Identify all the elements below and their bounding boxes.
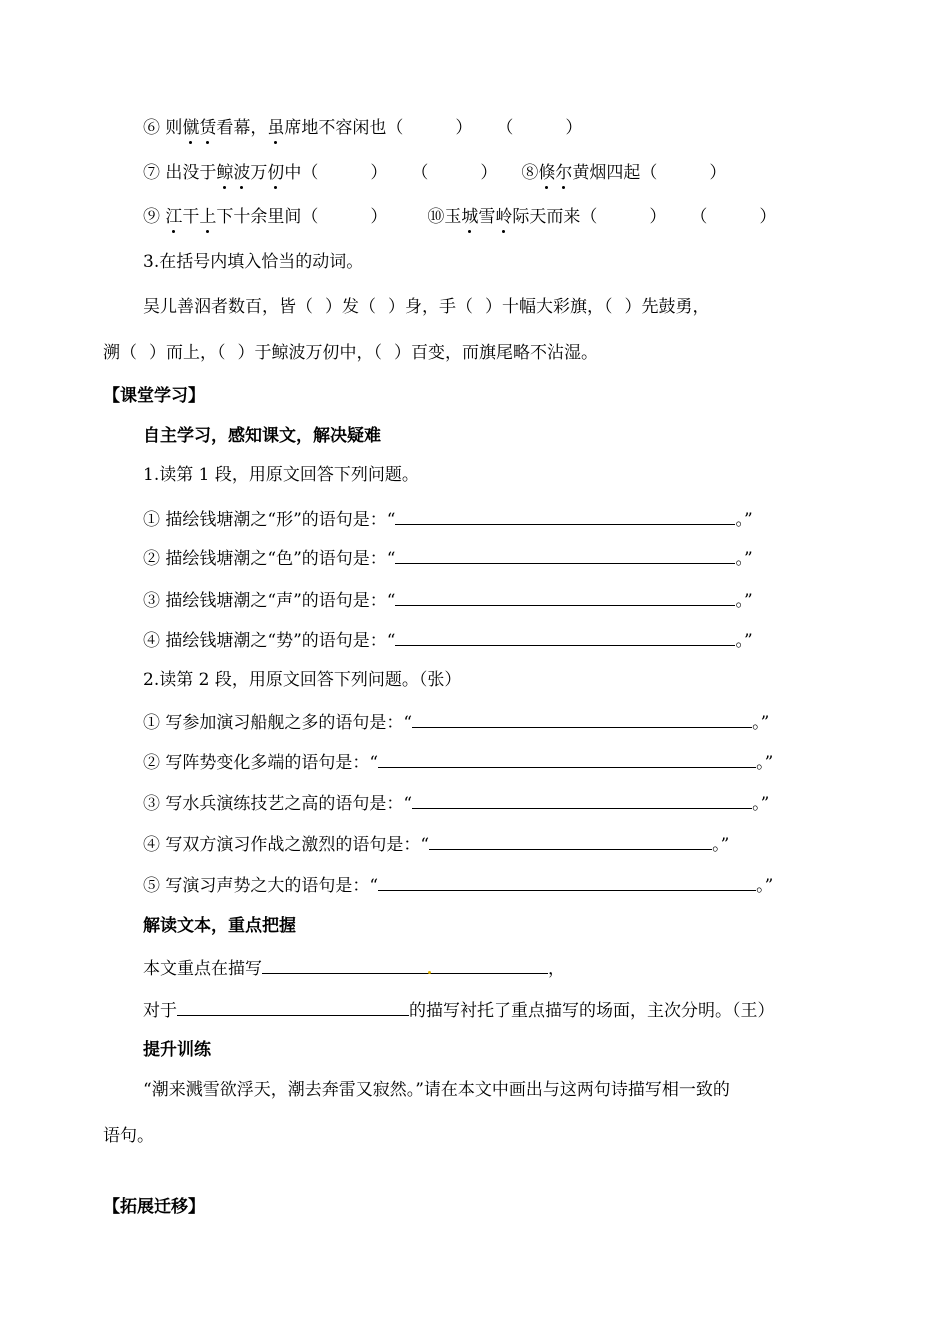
answer-blank[interactable]: [412, 790, 752, 809]
vocab-item-8: ⑧倏尔黄烟四起（ ）: [521, 163, 727, 183]
verb-paragraph-line1: 吴儿善泅者数百，皆（ ）发（ ）身，手（ ）十幅大彩旗，（ ）先鼓勇，: [143, 297, 710, 317]
question-1-item: ② 描绘钱塘潮之“色”的语句是：“ 。”: [143, 545, 753, 571]
answer-blank[interactable]: [412, 709, 752, 728]
question-1-item: ③ 描绘钱塘潮之“声”的语句是：“ 。”: [143, 587, 753, 613]
question-2-item: ① 写参加演习船舰之多的语句是：“ 。”: [143, 709, 769, 735]
answer-blank[interactable]: [395, 627, 735, 646]
answer-blank[interactable]: [177, 997, 409, 1016]
answer-paren[interactable]: （ ）: [690, 207, 777, 227]
answer-paren[interactable]: （ ）: [580, 207, 667, 227]
vocab-item-9: ⑨ 江干上下十余里间（ ） ⑩玉城雪岭际天而来（ ） （ ）: [143, 207, 777, 227]
verb-blank[interactable]: （ ）: [217, 343, 255, 363]
question-2-title: 2.读第 2 段，用原文回答下列问题。（张）: [143, 670, 462, 690]
vocab-item-10: ⑩玉城雪岭际天而来（ ） （ ）: [427, 207, 777, 227]
answer-blank[interactable]: [378, 749, 756, 768]
contrast-line: 对于 的描写衬托了重点描写的场面，主次分明。（王）: [143, 997, 775, 1023]
question-1-item: ④ 描绘钱塘潮之“势”的语句是：“ 。”: [143, 627, 753, 653]
answer-blank[interactable]: [429, 831, 712, 850]
verb-blank[interactable]: （ ）: [373, 343, 411, 363]
subsection-title-focus: 解读文本，重点把握: [143, 916, 296, 936]
training-text-line1: “潮来溅雪欲浮天，潮去奔雷又寂然。”请在本文中画出与这两句诗描写相一致的: [143, 1080, 730, 1100]
answer-paren[interactable]: （ ）: [496, 118, 583, 138]
verb-blank[interactable]: （ ）: [604, 297, 642, 317]
question-2-item: ② 写阵势变化多端的语句是：“ 。”: [143, 749, 773, 775]
answer-blank[interactable]: [262, 955, 548, 974]
verb-blank[interactable]: （ ）: [120, 343, 166, 363]
vocab-item-7: ⑦ 出没于鲸波万仞中（ ） （ ） ⑧倏尔黄烟四起（ ）: [143, 163, 727, 183]
vocab-item-6: ⑥ 则僦赁看幕，虽席地不容闲也（ ） （ ）: [143, 118, 583, 138]
training-text-line2: 语句。: [103, 1126, 154, 1146]
question-2-item: ⑤ 写演习声势之大的语句是：“ 。”: [143, 872, 773, 898]
answer-paren[interactable]: （ ）: [301, 207, 388, 227]
answer-blank[interactable]: [395, 545, 735, 564]
verb-blank[interactable]: （ ）: [296, 297, 342, 317]
section-title-extension: 【拓展迁移】: [103, 1197, 205, 1217]
question-2-item: ④ 写双方演习作战之激烈的语句是：“ 。”: [143, 831, 729, 857]
question-1-title: 1.读第 1 段，用原文回答下列问题。: [143, 465, 419, 485]
answer-blank[interactable]: [395, 587, 735, 606]
answer-paren[interactable]: （ ）: [411, 163, 498, 183]
answer-blank[interactable]: [378, 872, 756, 891]
focus-line: 本文重点在描写 ，: [143, 955, 565, 981]
verb-paragraph-line2: 溯（ ）而上，（ ）于鲸波万仞中，（ ）百变，而旗尾略不沾湿。: [103, 343, 598, 363]
marker-dot: [428, 971, 431, 974]
verb-question-heading: 3.在括号内填入恰当的动词。: [143, 252, 364, 272]
verb-blank[interactable]: （ ）: [456, 297, 502, 317]
question-1-item: ① 描绘钱塘潮之“形”的语句是：“ 。”: [143, 506, 753, 532]
answer-paren[interactable]: （ ）: [301, 163, 388, 183]
answer-paren[interactable]: （ ）: [640, 163, 727, 183]
subsection-title-self-study: 自主学习，感知课文，解决疑难: [143, 426, 381, 446]
verb-blank[interactable]: （ ）: [359, 297, 405, 317]
subsection-title-training: 提升训练: [143, 1040, 211, 1060]
question-2-item: ③ 写水兵演练技艺之高的语句是：“ 。”: [143, 790, 769, 816]
answer-blank[interactable]: [395, 506, 735, 525]
answer-paren[interactable]: （ ）: [386, 118, 473, 138]
section-title-classroom: 【课堂学习】: [103, 386, 205, 406]
